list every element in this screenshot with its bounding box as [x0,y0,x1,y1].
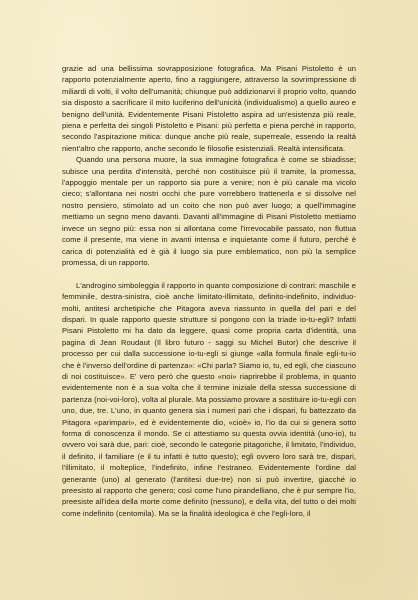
text-column [62,63,356,519]
paragraph-2: Quando una persona muore, la sua immagine fotografica è come se sbiadisse; subisce una perdita d'intensità, perché non costituisce più il tramite, la promessa, l'appoggio mentale per un rapporto sia pure a venire; non è più canale ma vicolo cieco; s'allontana nei nostri occhi che pure vorrebbero trattenerla e si dissolve nel nostro pensiero, stimolato ad un coito che non può aver luogo; a quell'immagine mettiamo un segno meno davanti. Davanti all'immagine di Pisani Pistoletto mettiamo invece un segno più: essa non si allontana come l'irrevocabile passato, non fluttua come il presente, ma viene in avanti intensa e inquietante come il futuro, perché è carica di potenzialità ed è già il luogo sia pure emblematico, non più la semplice promessa, di un rapporto. [62,155,356,267]
paragraph-1: grazie ad una bellissima sovrapposizione fotografica. Ma Pisani Pistoletto è un rapporto potenzialmente aperto, fino a raggiungere, attraverso la sovrimpressione di miliardi di volti, il volto dell'umanità; chiunque può addizionarvi il proprio volto, quando sia disposto a sacrificare il mito luciferino dell'unicità (individualismo) a quello aureo e benigno dell'unità. Evidentemente Pisani Pistoletto aspira ad un'esistenza più reale, piena e perfetta dei singoli Pistoletto e Pisani: più perfetta e piena perché in rapporto, secondo l'aspirazione mitica: dunque anche più reale, superreale, essendo la realtà nient'altro che rapporto, anche secondo le filosofie esistenziali. Realtà intensificata. [62,64,356,153]
paragraph-3: L'androgino simboleggia il rapporto in quanto composizione di contrari: maschile e femminile, destra-sinistra, cioè anche limitato-illimitato, definito-indefinito, individuo-molti, antitesi archetipiche che Pitagora aveva riassunto in quella del pari e del dispari. In quale rapporto queste strutture si pongono con la triade io-tu-egli? Infatti Pisani Pistoletto mi ha dato da leggere, quasi come propria carta d'identità, una pagina di Jean Roudaut (Il libro futuro - saggi su Michel Butor) che descrive il processo per cui dalla successione io-tu-egli si giunge «alla formula finale egli-tu-io che è l'inverso dell'ordine di partenza»: «Chi parla? Siamo io, tu, ed egli, che ciascuno di noi costituisce». E' vero però che questo «noi» riaprirebbe il problema, in quanto evidentemente non è a sua volta che il termine iniziale della stessa successione di partenza (noi-voi-loro), volta al plurale. Ma possiamo provare a sostituire io-tu-egli con uno, due, tre. L'uno, in quanto genera sia i numeri pari che i dispari, fu battezzato da Pitagora «parimpari», ed è evidentemente dio, «cioè» io, l'io da cui si genera sotto forma di conoscenza il mondo. Se ci attestiamo su questa ovvia identità (uno-io), tu ovvero voi sarà due, pari: cioè, secondo le categorie pitagoriche, il limitato, l'individuo, il definito, il familiare (e il tu infatti è tutto questo); egli ovvero loro sarà tre, dispari, l'illimitato, il molteplice, l'indefinito, infine l'estraneo. Evidentemente l'ordine dal generante (uno) al generato (l'antitesi due-tre) non si può invertire, giacché io preesisto al rapporto che genero; così come l'uno pirandelliano, che è pur sempre l'io, preesiste all'idea della morte come definito (nessuno), e della vita, del tutto o dei molti come indefinito (centomila). Ma se la finalità ideologica è che l'egli-loro, il [62,280,356,518]
